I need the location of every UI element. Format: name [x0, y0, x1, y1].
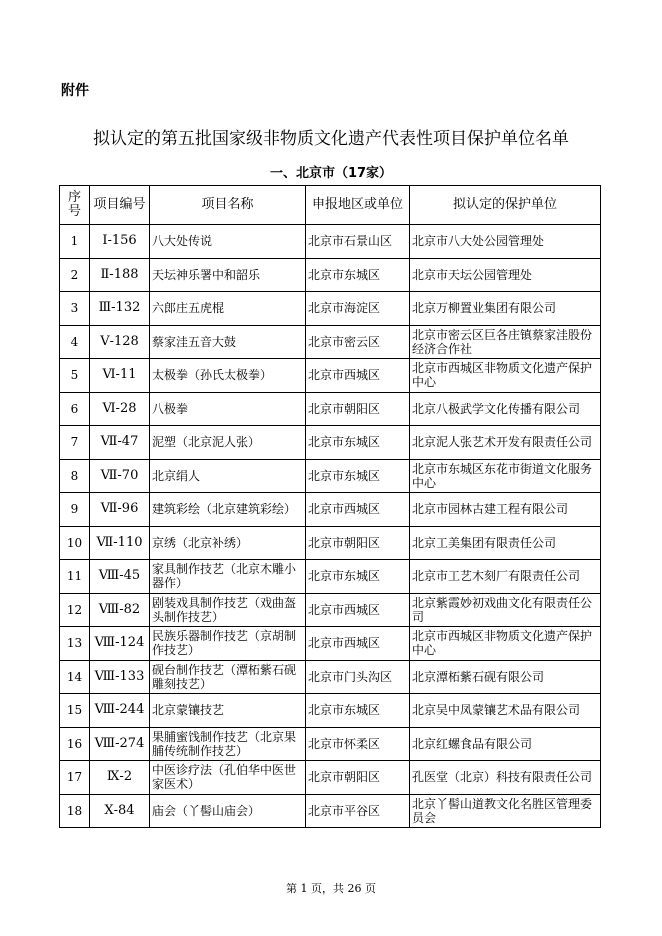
table-row: [60, 560, 601, 594]
table-row: [60, 593, 601, 627]
cell-name: 八大处传说: [150, 225, 306, 259]
cell-unit: 北京吴中凤蒙镶艺术品有限公司: [410, 694, 601, 728]
cell-no: 5: [60, 359, 90, 393]
cell-no: 18: [60, 794, 90, 828]
cell-no: 10: [60, 526, 90, 560]
cell-no: 7: [60, 426, 90, 460]
cell-unit: 北京市工艺木刻厂有限责任公司: [410, 560, 601, 594]
cell-area: 北京市东城区: [306, 459, 410, 493]
cell-name: 家具制作技艺（北京木雕小器作）: [150, 560, 306, 594]
cell-unit: 北京市西城区非物质文化遗产保护中心: [410, 627, 601, 661]
cell-code: Ⅱ-188: [90, 258, 150, 292]
cell-area: 北京市平谷区: [306, 794, 410, 828]
cell-no: 4: [60, 325, 90, 359]
cell-unit: 北京市园林古建工程有限公司: [410, 493, 601, 527]
section-title: 一、北京市（17家）: [269, 166, 393, 181]
cell-name: 太极拳（孙氏太极拳）: [150, 359, 306, 393]
table-row: [60, 225, 601, 259]
column-header-no: 序号: [60, 186, 90, 225]
cell-name: 京绣（北京补绣）: [150, 526, 306, 560]
table-header-row: [60, 186, 601, 225]
table-row: [60, 727, 601, 761]
column-header-area: 申报地区或单位: [306, 186, 410, 225]
cell-name: 庙会（丫髻山庙会）: [150, 794, 306, 828]
table-row: [60, 526, 601, 560]
cell-area: 北京市西城区: [306, 493, 410, 527]
cell-name: 建筑彩绘（北京建筑彩绘）: [150, 493, 306, 527]
table-row: [60, 392, 601, 426]
cell-area: 北京市怀柔区: [306, 727, 410, 761]
document-title: 拟认定的第五批国家级非物质文化遗产代表性项目保护单位名单: [93, 129, 569, 149]
cell-unit: 北京市天坛公园管理处: [410, 258, 601, 292]
table-row: [60, 459, 601, 493]
attachment-label: 附件: [61, 83, 89, 99]
cell-no: 13: [60, 627, 90, 661]
cell-area: 北京市东城区: [306, 258, 410, 292]
cell-unit: 北京市东城区东花市街道文化服务中心: [410, 459, 601, 493]
cell-unit: 北京丫髻山道教文化名胜区管理委员会: [410, 794, 601, 828]
cell-name: 砚台制作技艺（潭柘紫石砚雕刻技艺）: [150, 660, 306, 694]
cell-unit: 北京紫霞妙初戏曲文化有限责任公司: [410, 593, 601, 627]
cell-area: 北京市东城区: [306, 694, 410, 728]
cell-name: 北京蒙镶技艺: [150, 694, 306, 728]
cell-code: Ⅶ-47: [90, 426, 150, 460]
cell-code: Ⅷ-244: [90, 694, 150, 728]
cell-no: 8: [60, 459, 90, 493]
cell-no: 9: [60, 493, 90, 527]
cell-no: 11: [60, 560, 90, 594]
cell-unit: 孔医堂（北京）科技有限责任公司: [410, 761, 601, 795]
table-row: [60, 794, 601, 828]
table-row: [60, 694, 601, 728]
table-row: [60, 761, 601, 795]
cell-area: 北京市东城区: [306, 560, 410, 594]
cell-area: 北京市朝阳区: [306, 392, 410, 426]
cell-no: 16: [60, 727, 90, 761]
cell-area: 北京市海淀区: [306, 292, 410, 326]
cell-code: Ⅶ-70: [90, 459, 150, 493]
cell-unit: 北京万柳置业集团有限公司: [410, 292, 601, 326]
table-body: [60, 225, 601, 828]
cell-no: 15: [60, 694, 90, 728]
cell-code: Ⅸ-2: [90, 761, 150, 795]
table-row: [60, 426, 601, 460]
table-row: [60, 627, 601, 661]
page-footer: 第 1 页，共 26 页: [286, 882, 376, 895]
cell-code: Ⅶ-110: [90, 526, 150, 560]
cell-code: Ⅶ-96: [90, 493, 150, 527]
protection-units-table: [59, 185, 601, 828]
table-row: [60, 660, 601, 694]
cell-name: 果脯蜜饯制作技艺（北京果脯传统制作技艺）: [150, 727, 306, 761]
cell-area: 北京市朝阳区: [306, 761, 410, 795]
cell-no: 6: [60, 392, 90, 426]
cell-unit: 北京红螺食品有限公司: [410, 727, 601, 761]
cell-unit: 北京市八大处公园管理处: [410, 225, 601, 259]
table-row: [60, 493, 601, 527]
column-header-name: 项目名称: [150, 186, 306, 225]
cell-no: 14: [60, 660, 90, 694]
cell-code: Ⅷ-82: [90, 593, 150, 627]
cell-area: 北京市西城区: [306, 593, 410, 627]
cell-unit: 北京潭柘紫石砚有限公司: [410, 660, 601, 694]
cell-code: Ⅷ-124: [90, 627, 150, 661]
cell-no: 1: [60, 225, 90, 259]
cell-name: 八极拳: [150, 392, 306, 426]
cell-unit: 北京八极武学文化传播有限公司: [410, 392, 601, 426]
table-row: [60, 292, 601, 326]
cell-no: 2: [60, 258, 90, 292]
cell-code: Ⅵ-11: [90, 359, 150, 393]
cell-area: 北京市朝阳区: [306, 526, 410, 560]
cell-area: 北京市石景山区: [306, 225, 410, 259]
cell-area: 北京市门头沟区: [306, 660, 410, 694]
cell-code: Ⅵ-28: [90, 392, 150, 426]
cell-code: Ⅰ-156: [90, 225, 150, 259]
cell-code: Ⅷ-133: [90, 660, 150, 694]
cell-no: 12: [60, 593, 90, 627]
cell-area: 北京市西城区: [306, 627, 410, 661]
cell-name: 蔡家洼五音大鼓: [150, 325, 306, 359]
cell-code: Ⅴ-128: [90, 325, 150, 359]
table-row: [60, 325, 601, 359]
cell-unit: 北京工美集团有限责任公司: [410, 526, 601, 560]
cell-name: 泥塑（北京泥人张）: [150, 426, 306, 460]
cell-code: Ⅲ-132: [90, 292, 150, 326]
cell-no: 3: [60, 292, 90, 326]
cell-name: 中医诊疗法（孔伯华中医世家医术）: [150, 761, 306, 795]
table-row: [60, 359, 601, 393]
cell-area: 北京市东城区: [306, 426, 410, 460]
cell-area: 北京市密云区: [306, 325, 410, 359]
cell-unit: 北京市西城区非物质文化遗产保护中心: [410, 359, 601, 393]
cell-code: Ⅷ-45: [90, 560, 150, 594]
cell-name: 北京绢人: [150, 459, 306, 493]
table-row: [60, 258, 601, 292]
column-header-unit: 拟认定的保护单位: [410, 186, 601, 225]
column-header-code: 项目编号: [90, 186, 150, 225]
cell-name: 天坛神乐署中和韶乐: [150, 258, 306, 292]
cell-code: Ⅹ-84: [90, 794, 150, 828]
cell-area: 北京市西城区: [306, 359, 410, 393]
cell-name: 剧装戏具制作技艺（戏曲盔头制作技艺）: [150, 593, 306, 627]
cell-name: 民族乐器制作技艺（京胡制作技艺）: [150, 627, 306, 661]
cell-name: 六郎庄五虎棍: [150, 292, 306, 326]
cell-no: 17: [60, 761, 90, 795]
cell-unit: 北京泥人张艺术开发有限责任公司: [410, 426, 601, 460]
cell-code: Ⅷ-274: [90, 727, 150, 761]
cell-unit: 北京市密云区巨各庄镇蔡家洼股份经济合作社: [410, 325, 601, 359]
